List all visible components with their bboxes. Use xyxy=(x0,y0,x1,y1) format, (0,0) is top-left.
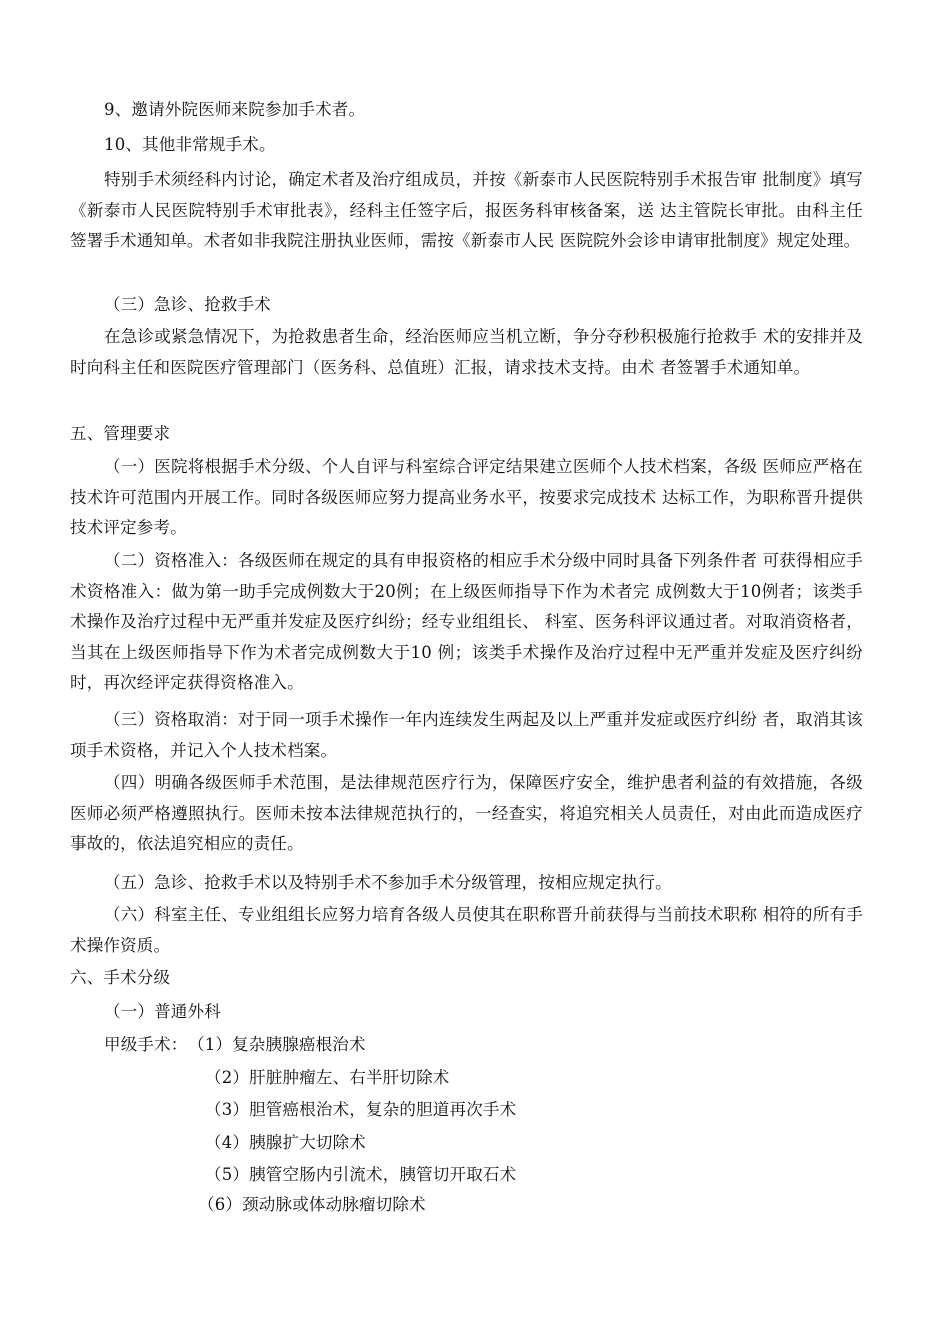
section-heading-surgery-grading: 六、手术分级 xyxy=(70,968,171,987)
management-paragraph-2: （二）资格准入：各级医师在规定的具有申报资格的相应手术分级中同时具备下列条件者 可获得相应手术资格准入：做为第一助手完成例数大于20例；在上级医师指导下作为术者完 成例数大于10例者；该类手术操作及治疗过程中无严重并发症及医疗纠纷；经专业组组长、 科室、医务科评议通过者。对取消资格者，当其在上级医师指导下作为术者完成例数大于10 例；该类手术操作及治疗过程中无严重并发症及医疗纠纷时，再次经评定获得资格准入。 xyxy=(70,551,863,692)
emergency-paragraph: 在急诊或紧急情况下，为抢救患者生命，经治医师应当机立断，争分夺秒积极施行抢救手 术的安排并及时向科主任和医院医疗管理部门（医务科、总值班）汇报，请求技术支持。由术 者签署手术通知单。 xyxy=(70,327,863,377)
management-paragraph-1: （一）医院将根据手术分级、个人自评与科室综合评定结果建立医师个人技术档案，各级 医师应严格在技术许可范围内开展工作。同时各级医师应努力提高业务水平，按要求完成技术 达标工作，为职称晋升提供技术评定参考。 xyxy=(70,457,863,537)
surgery-item: （2）肝脏肿瘤左、右半肝切除术 xyxy=(205,1068,450,1087)
class-a-surgery-label: 甲级手术： xyxy=(104,1035,188,1054)
surgery-item: （5）胰管空肠内引流术，胰管切开取石术 xyxy=(205,1165,517,1184)
section-heading-management: 五、管理要求 xyxy=(70,424,171,443)
management-paragraph-4: （四）明确各级医师手术范围，是法律规范医疗行为，保障医疗安全，维护患者利益的有效措施，各级医师必须严格遵照执行。医师未按本法律规范执行的，一经查实，将追究相关人员责任，对由此而造成医疗事故的，依法追究相应的责任。 xyxy=(70,773,863,853)
surgery-item: （1）复杂胰腺癌根治术 xyxy=(188,1035,366,1054)
management-paragraph-3: （三）资格取消：对于同一项手术操作一年内连续发生两起及以上严重并发症或医疗纠纷 者，取消其该项手术资格，并记入个人技术档案。 xyxy=(70,710,863,760)
management-paragraph-5: （五）急诊、抢救手术以及特别手术不参加手术分级管理，按相应规定执行。 xyxy=(104,873,672,892)
special-surgery-paragraph: 特别手术须经科内讨论，确定术者及治疗组成员，并按《新泰市人民医院特别手术报告审 批制度》填写《新泰市人民医院特别手术审批表》，经科主任签字后，报医务科审核备案，送 达主管院长审批。由科主任签署手术通知单。术者如非我院注册执业医师，需按《新泰市人民 医院院外会诊申请审批制度》规定处理。 xyxy=(70,170,863,250)
emergency-heading: （三）急诊、抢救手术 xyxy=(104,295,271,314)
surgery-item: （6）颈动脉或体动脉瘤切除术 xyxy=(198,1195,426,1214)
surgery-item: （3）胆管癌根治术，复杂的胆道再次手术 xyxy=(205,1100,517,1119)
general-surgery-heading: （一）普通外科 xyxy=(104,1002,221,1021)
management-paragraph-6: （六）科室主任、专业组组长应努力培育各级人员使其在职称晋升前获得与当前技术职称 相符的所有手术操作资质。 xyxy=(70,905,863,955)
list-item-10: 10、其他非常规手术。 xyxy=(104,135,276,154)
surgery-item: （4）胰腺扩大切除术 xyxy=(205,1133,366,1152)
list-item-9: 9、邀请外院医师来院参加手术者。 xyxy=(104,100,366,119)
